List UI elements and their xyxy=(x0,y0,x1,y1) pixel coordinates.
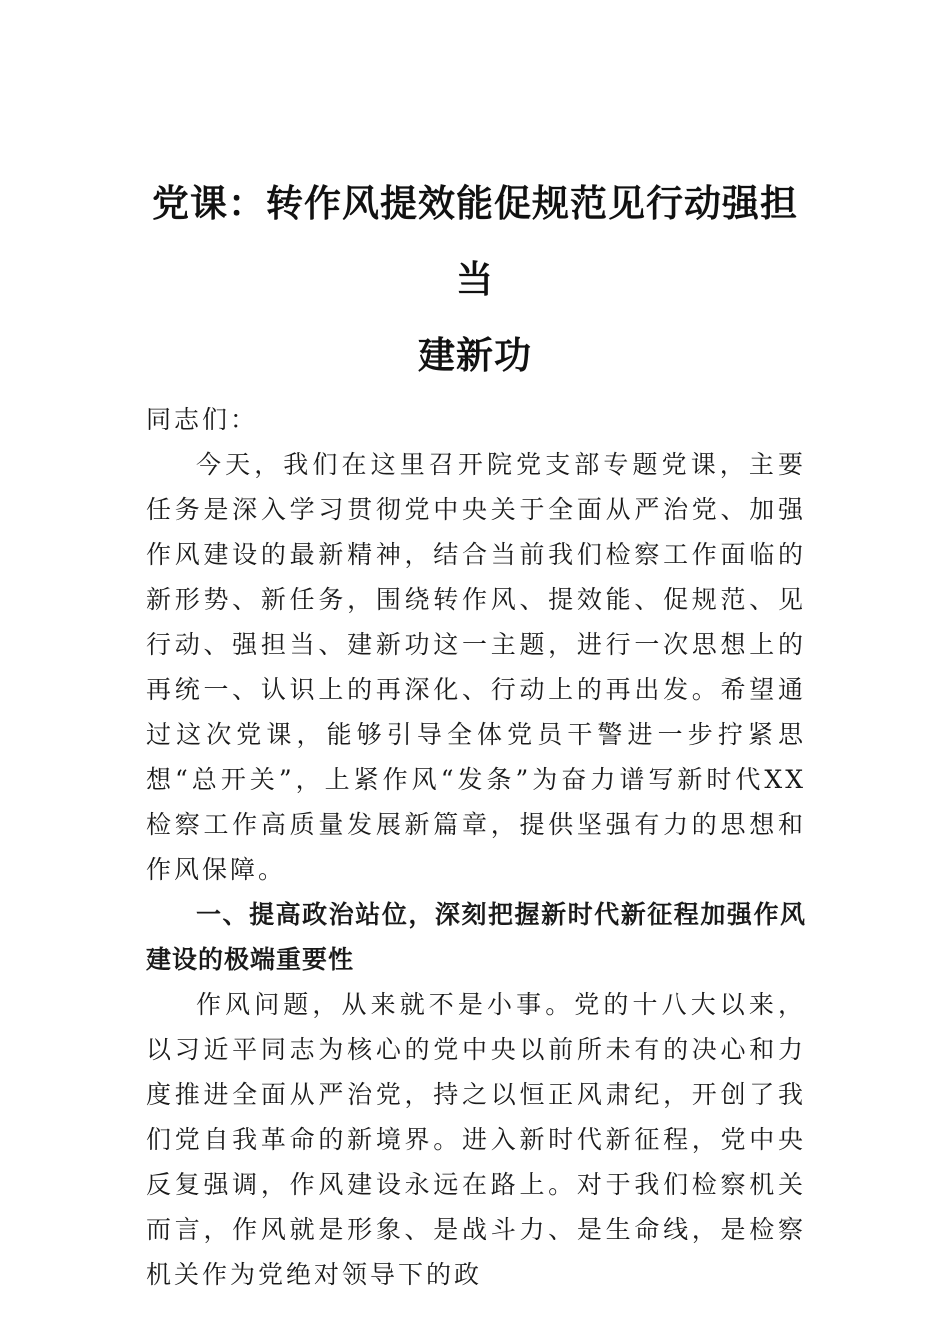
title-line-1: 党课：转作风提效能促规范见行动强担当 xyxy=(152,181,798,301)
document-title xyxy=(140,165,810,393)
salutation: 同志们： xyxy=(146,405,259,434)
section-1-paragraph: 作风问题，从来就不是小事。党的十八大以来，以习近平同志为核心的党中央以前所未有的决心和力度推进全面从严治党，持之以恒正风肃纪，开创了我们党自我革命的新境界。进入新时代新征程，党中央反复强调，作风建设永远在路上。对于我们检察机关而言，作风就是形象、是战斗力、是生命线，是检察机关作为党绝对领导下的政 xyxy=(146,990,806,1289)
title-line-2: 建新功 xyxy=(418,333,532,377)
section-1-heading: 一、提高政治站位，深刻把握新时代新征程加强作风建设的极端重要性 xyxy=(146,900,806,974)
intro-paragraph: 今天，我们在这里召开院党支部专题党课，主要任务是深入学习贯彻党中央关于全面从严治党、加强作风建设的最新精神，结合当前我们检察工作面临的新形势、新任务，围绕转作风、提效能、促规范、见行动、强担当、建新功这一主题，进行一次思想上的再统一、认识上的再深化、行动上的再出发。希望通过这次党课，能够引导全体党员干警进一步拧紧思想“总开关”，上紧作风“发条”为奋力谱写新时代XX检察工作高质量发展新篇章，提供坚强有力的思想和作风保障。 xyxy=(146,450,806,884)
document-body xyxy=(146,397,806,1297)
